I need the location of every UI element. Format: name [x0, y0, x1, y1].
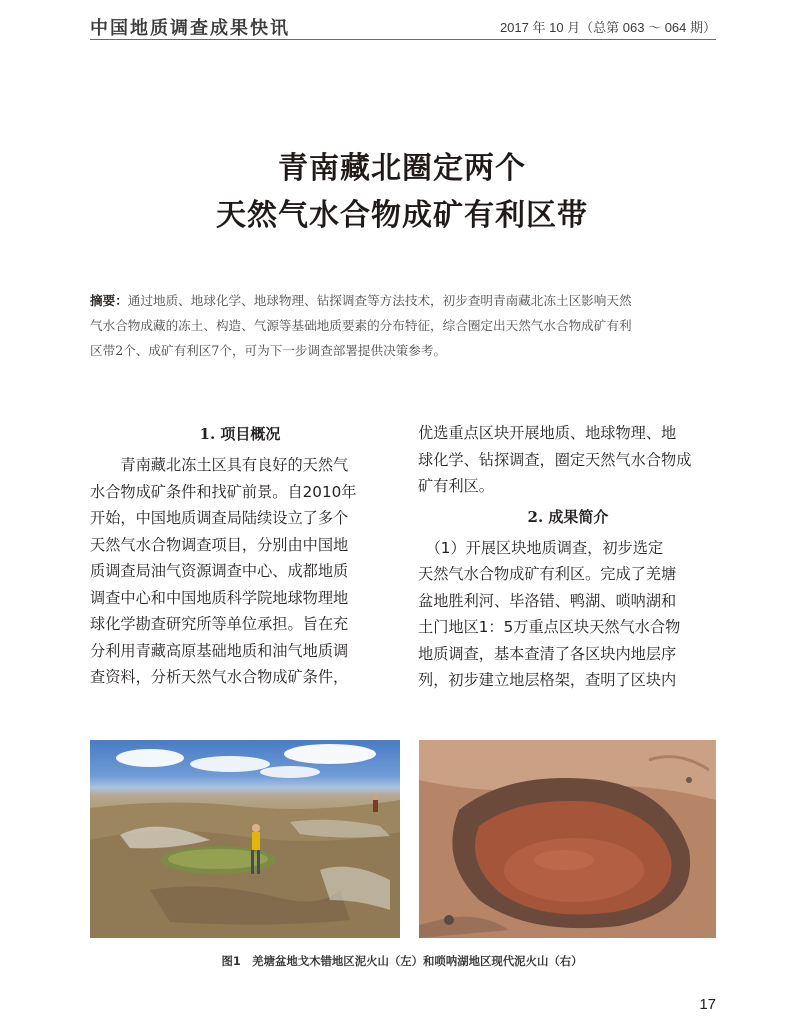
- running-header: [90, 10, 716, 40]
- landscape-illustration: [90, 740, 400, 938]
- mud-volcano-photo-left: [90, 740, 400, 938]
- body-line: 调查中心和中国地质科学院地球物理地: [90, 588, 349, 607]
- body-line: 水合物成矿条件和找矿前景。自2010年: [90, 482, 357, 501]
- body-line: （1）开展区块地质调查，初步选定: [418, 538, 664, 557]
- abstract-line-1: 摘要：通过地质、地球化学、地球物理、钻探调查等方法技术，初步查明青南藏北冻土区影响天然: [90, 293, 632, 308]
- body-line: 球化学勘查研究所等单位承担。旨在充: [90, 615, 349, 633]
- abstract-label: 摘要：: [90, 293, 128, 308]
- body-line: 地质调查，基本查清了各区块内地层序: [418, 644, 677, 663]
- body-line: 矿有利区。: [418, 477, 494, 495]
- body-line: 土门地区1：5万重点区块天然气水合物: [418, 618, 681, 636]
- body-line: 盆地胜利河、毕洛错、鸭湖、唢呐湖和: [418, 591, 677, 610]
- section-heading-overview: 1. 项目概况: [199, 425, 281, 443]
- abstract-line-2: 气水合物成藏的冻土、构造、气源等基础地质要素的分布特征，综合圈定出天然气水合物成矿有利: [90, 318, 632, 333]
- body-line: 开始，中国地质调查局陆续设立了多个: [90, 509, 349, 527]
- issue-info: 2017 年 10 月（总第 063 ～ 064 期）: [499, 20, 716, 35]
- page-number: 17: [699, 996, 716, 1013]
- journal-title: 中国地质调查成果快讯: [90, 18, 290, 39]
- body-line: 质调查局油气资源调查中心、成都地质: [90, 562, 349, 580]
- body-line: 球化学、钻探调查，圈定天然气水合物成: [418, 450, 692, 469]
- body-line: 青南藏北冻土区具有良好的天然气: [90, 456, 349, 474]
- abstract-line-3: 区带2个、成矿有利区7个，可为下一步调查部署提供决策参考。: [90, 343, 447, 358]
- article-title-line-1: 青南藏北圈定两个: [278, 151, 526, 186]
- body-line: 分利用青藏高原基础地质和油气地质调: [90, 641, 349, 660]
- body-line: 查资料，分析天然气水合物成矿条件，: [90, 668, 349, 686]
- body-line: 天然气水合物调查项目，分别由中国地: [90, 535, 349, 554]
- mud-pool-illustration: [419, 740, 716, 938]
- mud-volcano-photo-right: [419, 740, 716, 938]
- section-heading-results: 2. 成果简介: [527, 507, 609, 526]
- body-line: 列，初步建立地层格架，查明了区块内: [418, 671, 677, 689]
- body-line: 天然气水合物成矿有利区。完成了羌塘: [418, 565, 677, 583]
- body-line: 优选重点区块开展地质、地球物理、地: [418, 424, 677, 442]
- right-column: [418, 420, 718, 694]
- article-title-line-2: 天然气水合物成矿有利区带: [216, 198, 588, 233]
- left-column: [90, 420, 390, 691]
- figure-caption: 图1 羌塘盆地戈木错地区泥火山（左）和唢呐湖地区现代泥火山（右）: [221, 954, 583, 968]
- abstract: [90, 288, 716, 363]
